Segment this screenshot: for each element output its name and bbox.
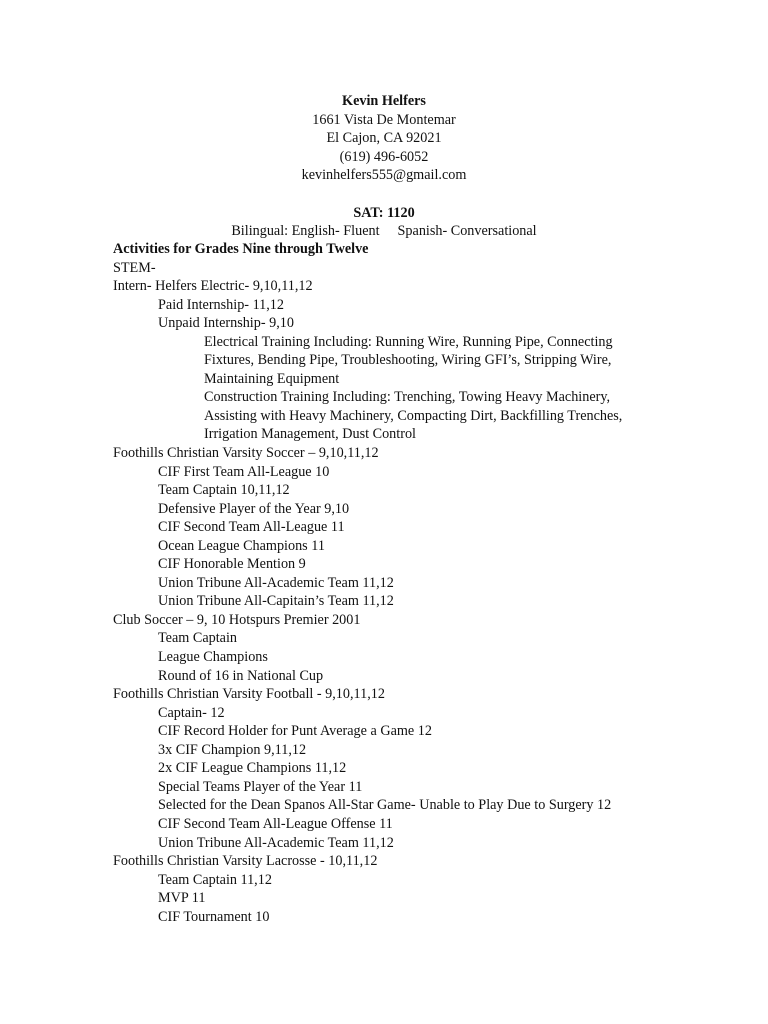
activity-item: Ocean League Champions 11 [158,537,325,554]
activity-item: 2x CIF League Champions 11,12 [158,760,347,777]
phone-number: (619) 496-6052 [339,148,429,165]
contact-header [0,92,768,241]
email-address: kevinhelfers555@gmail.com [301,167,467,184]
activity-item: Special Teams Player of the Year 11 [158,778,363,795]
activities-heading: Activities for Grades Nine through Twelve [113,241,369,257]
activity-item: Selected for the Dean Spanos All-Star Game- Unable to Play Due to Surgery 12 [158,797,612,814]
stem-label: STEM- [113,259,156,276]
activity-item: Team Captain 10,11,12 [158,482,290,499]
activity-detail: Electrical Training Including: Running Wire, Running Pipe, Connecting Fixtures, Bending Pipe, Troubleshooting, Wiring GFI’s, Stripping Wire, Maintaining Equipment [204,333,613,387]
activity-item: Captain- 12 [158,704,225,721]
language-english: Bilingual: English- Fluent [231,223,380,240]
activities-section [113,240,753,926]
activity-item: MVP 11 [158,890,206,907]
activity-item: CIF Tournament 10 [158,908,270,925]
language-spanish: Spanish- Conversational [397,223,537,240]
sat-score: SAT: 1120 [353,204,415,221]
activity-item: CIF Record Holder for Punt Average a Game 12 [158,723,432,740]
activity-title-varsity-lacrosse: Foothills Christian Varsity Lacrosse - 10,11,12 [113,853,378,870]
activity-title-club-soccer: Club Soccer – 9, 10 Hotspurs Premier 2001 [113,611,361,628]
activity-title-varsity-football: Foothills Christian Varsity Football - 9,10,11,12 [113,686,385,703]
activity-item: CIF Honorable Mention 9 [158,556,306,573]
languages-line [0,222,768,241]
activity-item: Team Captain 11,12 [158,871,272,888]
activity-item: CIF Second Team All-League 11 [158,519,345,536]
city-state-zip: El Cajon, CA 92021 [326,130,442,147]
activity-item: Unpaid Internship- 9,10 [158,315,294,332]
activity-item: 3x CIF Champion 9,11,12 [158,741,307,758]
activity-item: Union Tribune All-Academic Team 11,12 [158,834,394,851]
street-address: 1661 Vista De Montemar [312,111,456,128]
activity-item: Team Captain [158,630,237,647]
activity-item: Union Tribune All-Capitain’s Team 11,12 [158,593,394,610]
activity-title-internship: Intern- Helfers Electric- 9,10,11,12 [113,278,313,295]
activity-item: CIF Second Team All-League Offense 11 [158,815,393,832]
activity-item: Union Tribune All-Academic Team 11,12 [158,574,394,591]
activity-item: Paid Internship- 11,12 [158,296,284,313]
activity-detail: Construction Training Including: Trenching, Towing Heavy Machinery, Assisting with Heavy Machinery, Compacting Dirt, Backfilling Trenches, Irrigation Management, Dust Control [204,389,623,443]
activity-item: Round of 16 in National Cup [158,667,324,684]
activity-item: League Champions [158,649,268,666]
activity-item: Defensive Player of the Year 9,10 [158,500,350,517]
activity-item: CIF First Team All-League 10 [158,463,330,480]
applicant-name: Kevin Helfers [342,93,426,109]
activity-title-varsity-soccer: Foothills Christian Varsity Soccer – 9,10,11,12 [113,445,379,462]
